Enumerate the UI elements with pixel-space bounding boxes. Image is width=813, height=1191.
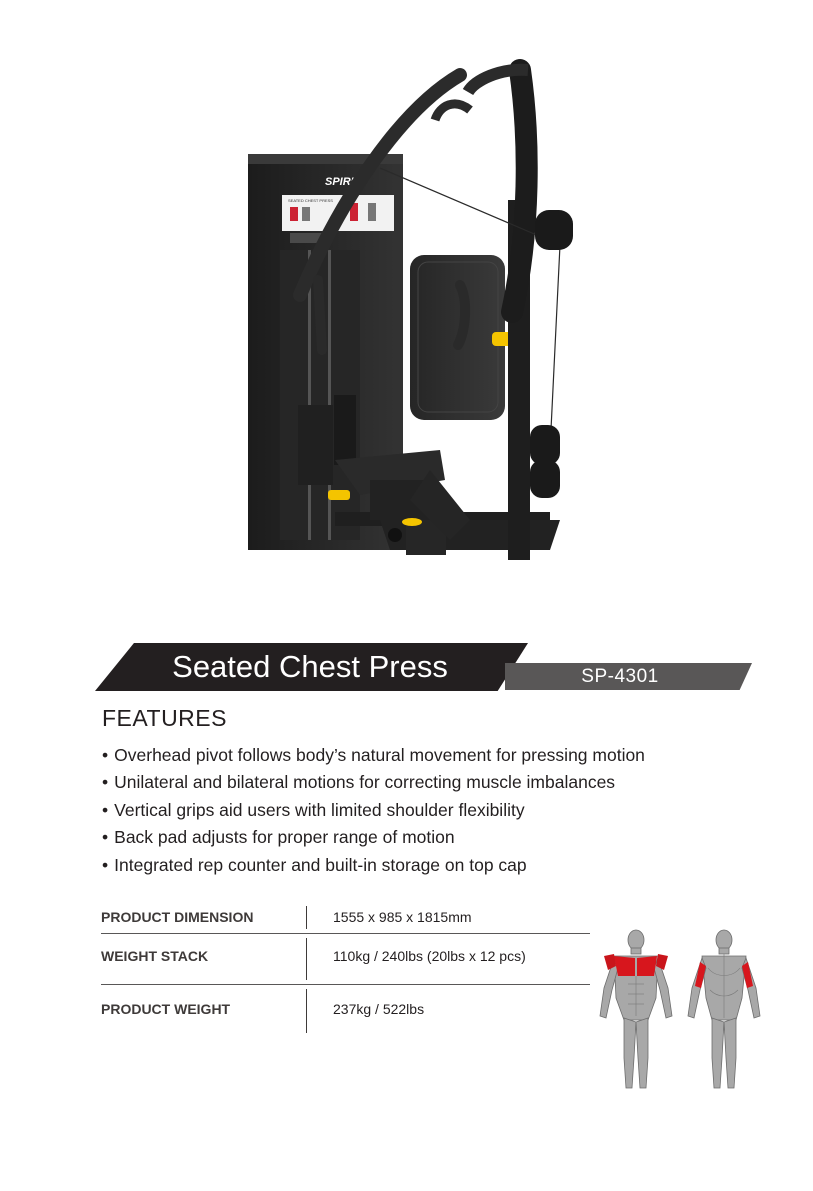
- title-banner: [0, 640, 813, 695]
- spec-table: [101, 900, 591, 1035]
- feature-item: • Unilateral and bilateral motions for correcting muscle imbalances: [102, 769, 645, 796]
- spec-divider: [306, 989, 307, 1033]
- spec-value: 110kg / 240lbs (20lbs x 12 pcs): [333, 948, 526, 964]
- spec-row: [101, 985, 591, 1035]
- model-number: SP-4301: [581, 666, 659, 687]
- product-title: Seated Chest Press: [172, 649, 448, 684]
- spec-value: 1555 x 985 x 1815mm: [333, 909, 472, 925]
- feature-item: • Back pad adjusts for proper range of motion: [102, 824, 645, 851]
- weight-plate: [530, 425, 560, 465]
- anatomy-front-icon: [596, 928, 676, 1093]
- product-image: [230, 50, 590, 630]
- features-heading: FEATURES: [102, 705, 227, 731]
- spec-label: PRODUCT WEIGHT: [101, 1001, 231, 1017]
- feature-item: • Integrated rep counter and built-in storage on top cap: [102, 852, 645, 879]
- spec-value: 237kg / 522lbs: [333, 1001, 425, 1017]
- spec-row: [101, 934, 591, 985]
- feature-item: • Vertical grips aid users with limited shoulder flexibility: [102, 797, 645, 824]
- seat-adjust-handle: [328, 490, 350, 500]
- feature-item: • Overhead pivot follows body’s natural movement for pressing motion: [102, 742, 645, 769]
- weight-plate: [530, 460, 560, 498]
- features-list: [102, 742, 645, 879]
- anatomy-back-icon: [684, 928, 764, 1093]
- placard-title: SEATED CHEST PRESS: [288, 198, 333, 203]
- spec-row: [101, 900, 591, 934]
- spec-divider: [306, 906, 307, 929]
- spec-divider: [306, 938, 307, 980]
- brand-mark: SPIRIT: [325, 176, 361, 188]
- weight-plate: [535, 210, 573, 250]
- spec-label: PRODUCT DIMENSION: [101, 909, 254, 925]
- spec-label: WEIGHT STACK: [101, 948, 209, 964]
- press-arm-rear: [512, 70, 527, 312]
